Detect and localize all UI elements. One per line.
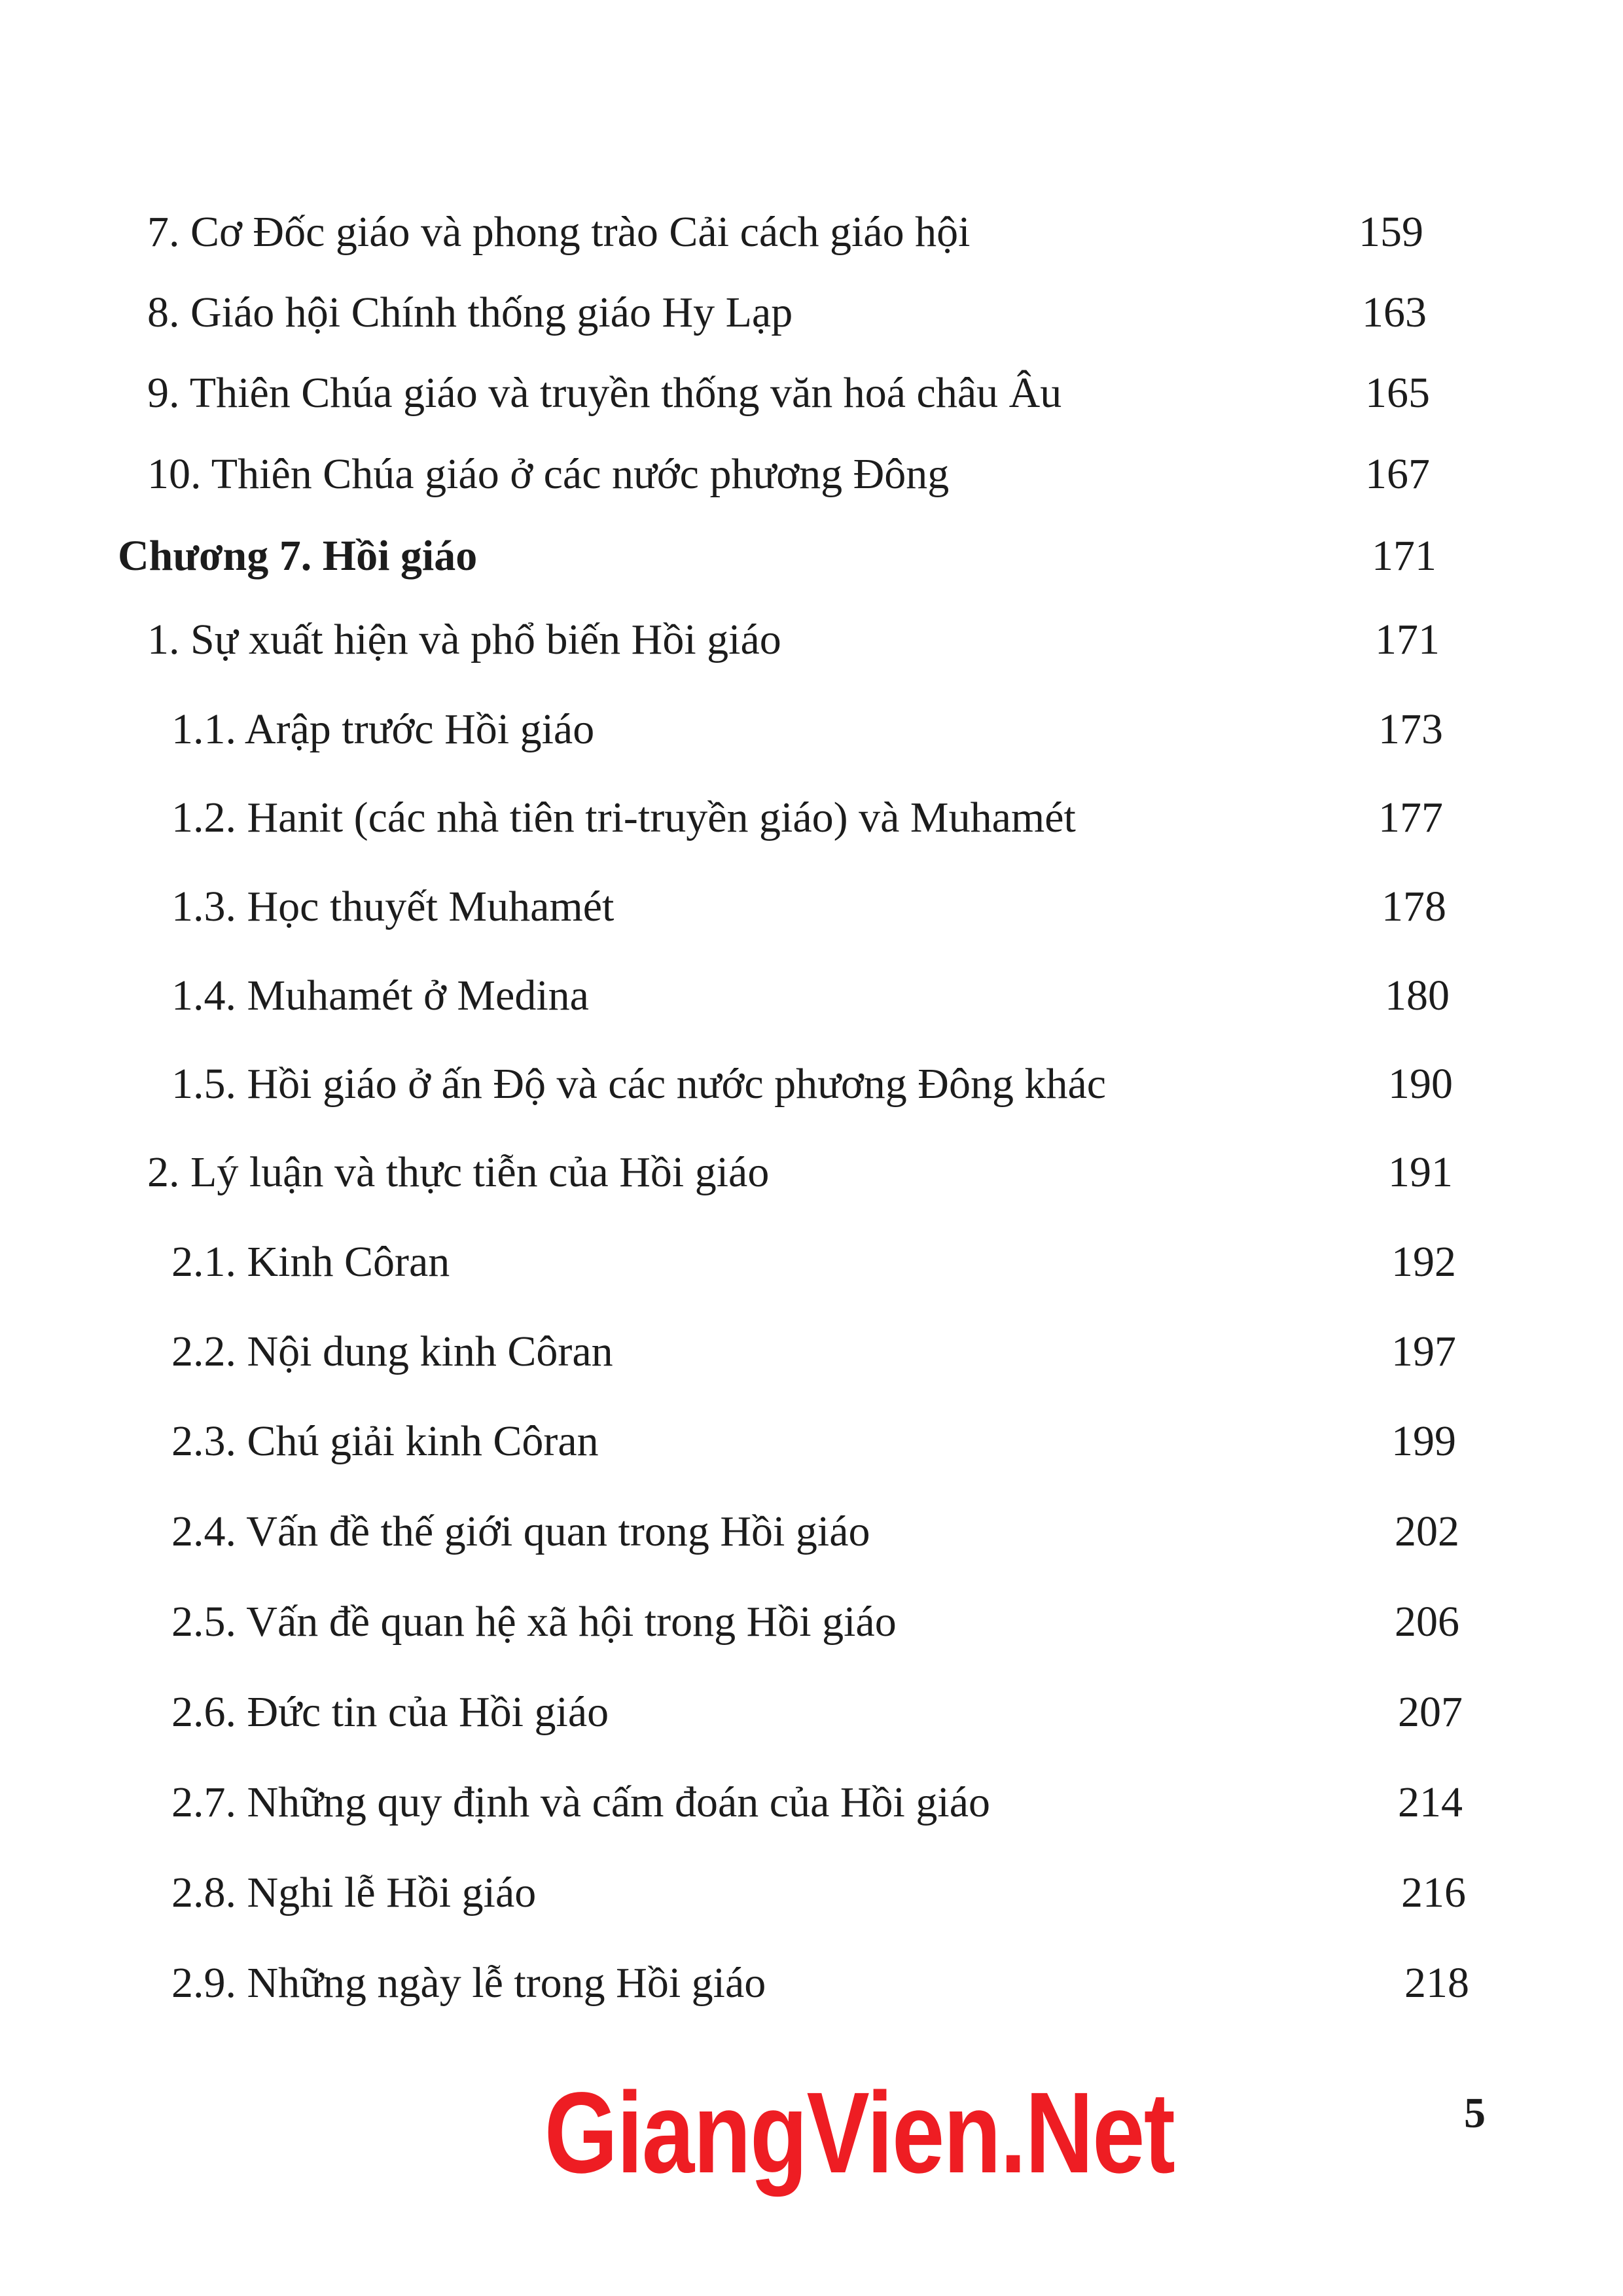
toc-entry bbox=[0, 871, 1623, 943]
toc-entry-page: 197 bbox=[1391, 1328, 1456, 1375]
toc-entry-title: 2. Lý luận và thực tiễn của Hồi giáo bbox=[147, 1148, 770, 1196]
toc-entry-page: 216 bbox=[1401, 1869, 1466, 1916]
toc-entry bbox=[0, 960, 1623, 1032]
toc-entry-page: 191 bbox=[1388, 1148, 1453, 1196]
toc-entry bbox=[0, 1405, 1623, 1477]
watermark-logo: GiangVien.Net bbox=[544, 2069, 1175, 2197]
toc-entry bbox=[0, 1226, 1623, 1298]
toc-entry-page: 178 bbox=[1382, 883, 1446, 930]
toc-entry bbox=[0, 1137, 1623, 1209]
toc-entry-page: 214 bbox=[1398, 1778, 1463, 1826]
toc-entry-page: 163 bbox=[1362, 289, 1427, 336]
toc-entry bbox=[0, 782, 1623, 854]
toc-entry bbox=[0, 1947, 1623, 2019]
toc-entry-title: 1. Sự xuất hiện và phổ biến Hồi giáo bbox=[147, 616, 781, 663]
toc-entry-title: 1.5. Hồi giáo ở ấn Độ và các nước phương Đông khác bbox=[171, 1060, 1107, 1108]
toc-entry-page: 171 bbox=[1375, 616, 1440, 663]
toc-entry-title: 7. Cơ Đốc giáo và phong trào Cải cách giáo hội bbox=[147, 208, 971, 256]
toc-chapter-heading bbox=[0, 520, 1623, 592]
toc-entry-title: Chương 7. Hồi giáo bbox=[118, 532, 478, 580]
toc-entry-page: 177 bbox=[1378, 794, 1443, 841]
toc-entry-title: 9. Thiên Chúa giáo và truyền thống văn hoá châu Âu bbox=[147, 369, 1062, 417]
toc-entry-title: 2.2. Nội dung kinh Côran bbox=[171, 1328, 613, 1375]
toc-entry bbox=[0, 1316, 1623, 1388]
toc-entry bbox=[0, 438, 1623, 510]
toc-entry-page: 202 bbox=[1395, 1508, 1459, 1555]
toc-entry bbox=[0, 1048, 1623, 1120]
toc-entry-page: 167 bbox=[1365, 450, 1430, 498]
toc-entry-title: 1.4. Muhamét ở Medina bbox=[171, 972, 589, 1019]
toc-entry bbox=[0, 604, 1623, 676]
toc-entry bbox=[0, 1857, 1623, 1929]
toc-entry-title: 2.4. Vấn đề thế giới quan trong Hồi giáo bbox=[171, 1508, 870, 1555]
toc-entry-page: 199 bbox=[1391, 1417, 1456, 1465]
toc-entry-title: 2.5. Vấn đề quan hệ xã hội trong Hồi giáo bbox=[171, 1598, 897, 1646]
toc-entry-title: 2.9. Những ngày lễ trong Hồi giáo bbox=[171, 1959, 766, 2007]
toc-entry-page: 165 bbox=[1365, 369, 1430, 417]
page-number: 5 bbox=[1464, 2089, 1486, 2137]
toc-entry-title: 1.1. Arập trước Hồi giáo bbox=[171, 705, 595, 753]
toc-entry bbox=[0, 277, 1623, 349]
toc-entry-page: 190 bbox=[1388, 1060, 1453, 1108]
toc-entry-page: 192 bbox=[1391, 1238, 1456, 1286]
toc-entry-page: 180 bbox=[1385, 972, 1450, 1019]
toc-entry-title: 2.3. Chú giải kinh Côran bbox=[171, 1417, 599, 1465]
toc-entry bbox=[0, 1586, 1623, 1658]
toc-entry-page: 206 bbox=[1395, 1598, 1459, 1646]
toc-entry-page: 207 bbox=[1398, 1688, 1463, 1736]
toc-entry-title: 2.8. Nghi lễ Hồi giáo bbox=[171, 1869, 537, 1916]
toc-entry bbox=[0, 196, 1623, 268]
toc-entry bbox=[0, 694, 1623, 766]
toc-entry bbox=[0, 1676, 1623, 1748]
toc-entry bbox=[0, 357, 1623, 429]
toc-entry-title: 1.3. Học thuyết Muhamét bbox=[171, 883, 615, 930]
toc-entry-title: 8. Giáo hội Chính thống giáo Hy Lạp bbox=[147, 289, 793, 336]
toc-entry bbox=[0, 1496, 1623, 1568]
toc-entry-title: 2.1. Kinh Côran bbox=[171, 1238, 450, 1286]
toc-entry bbox=[0, 1767, 1623, 1839]
toc-entry-page: 173 bbox=[1378, 705, 1443, 753]
toc-entry-title: 2.6. Đức tin của Hồi giáo bbox=[171, 1688, 609, 1736]
toc-entry-title: 2.7. Những quy định và cấm đoán của Hồi giáo bbox=[171, 1778, 991, 1826]
toc-entry-title: 10. Thiên Chúa giáo ở các nước phương Đông bbox=[147, 450, 950, 498]
toc-entry-title: 1.2. Hanit (các nhà tiên tri-truyền giáo) và Muhamét bbox=[171, 794, 1076, 841]
toc-entry-page: 159 bbox=[1359, 208, 1423, 256]
toc-entry-page: 218 bbox=[1404, 1959, 1469, 2007]
toc-entry-page: 171 bbox=[1372, 532, 1436, 580]
